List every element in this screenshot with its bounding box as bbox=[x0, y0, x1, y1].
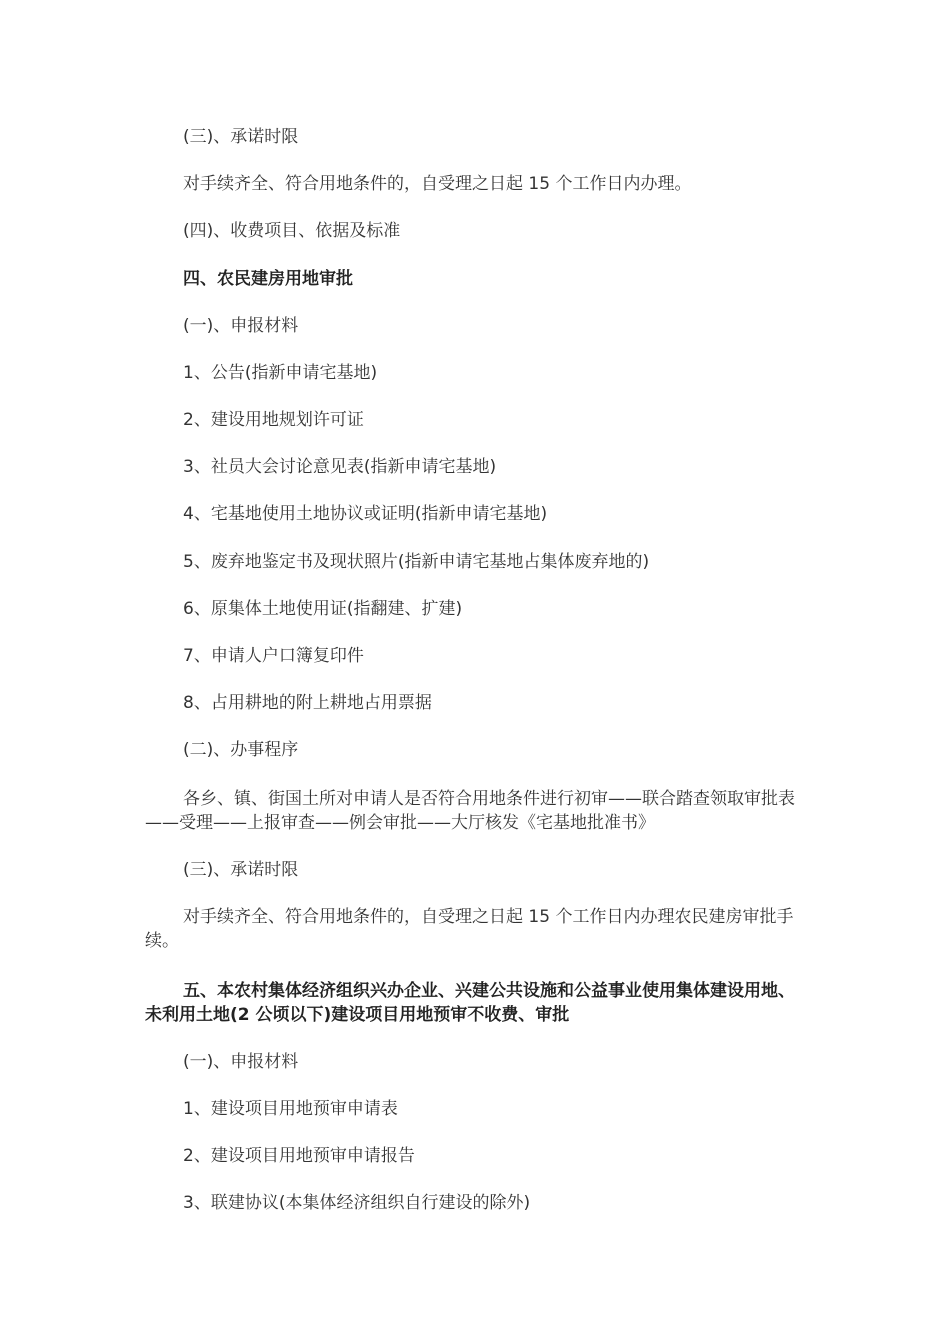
paragraph: (一)、申报材料 bbox=[183, 1052, 299, 1072]
paragraph: 对手续齐全、符合用地条件的，自受理之日起 15 个工作日内办理。 bbox=[183, 174, 692, 194]
list-item: 1、建设项目用地预审申请表 bbox=[183, 1099, 398, 1119]
paragraph: 对手续齐全、符合用地条件的，自受理之日起 15 个工作日内办理农民建房审批手续。 bbox=[145, 907, 794, 951]
list-item: 3、联建协议(本集体经济组织自行建设的除外) bbox=[183, 1193, 531, 1213]
section-heading: 四、农民建房用地审批 bbox=[183, 269, 353, 289]
list-item: 6、原集体土地使用证(指翻建、扩建) bbox=[183, 599, 463, 619]
section-heading: 五、本农村集体经济组织兴办企业、兴建公共设施和公益事业使用集体建设用地、未利用土地(2 公顷以下)建设项目用地预审不收费、审批 bbox=[145, 981, 795, 1025]
paragraph: (四)、收费项目、依据及标准 bbox=[183, 221, 401, 241]
list-item: 2、建设用地规划许可证 bbox=[183, 410, 364, 430]
list-item: 1、公告(指新申请宅基地) bbox=[183, 363, 378, 383]
paragraph: (一)、申报材料 bbox=[183, 316, 299, 336]
list-item: 8、占用耕地的附上耕地占用票据 bbox=[183, 693, 432, 713]
list-item: 5、废弃地鉴定书及现状照片(指新申请宅基地占集体废弃地的) bbox=[183, 552, 650, 572]
paragraph: (二)、办事程序 bbox=[183, 740, 299, 760]
paragraph: (三)、承诺时限 bbox=[183, 860, 299, 880]
list-item: 2、建设项目用地预审申请报告 bbox=[183, 1146, 415, 1166]
list-item: 3、社员大会讨论意见表(指新申请宅基地) bbox=[183, 457, 497, 477]
list-item: 4、宅基地使用土地协议或证明(指新申请宅基地) bbox=[183, 504, 548, 524]
list-item: 7、申请人户口簿复印件 bbox=[183, 646, 364, 666]
paragraph: (三)、承诺时限 bbox=[183, 127, 299, 147]
paragraph: 各乡、镇、街国土所对申请人是否符合用地条件进行初审——联合踏查领取审批表——受理——上报审查——例会审批——大厅核发《宅基地批准书》 bbox=[145, 789, 795, 833]
